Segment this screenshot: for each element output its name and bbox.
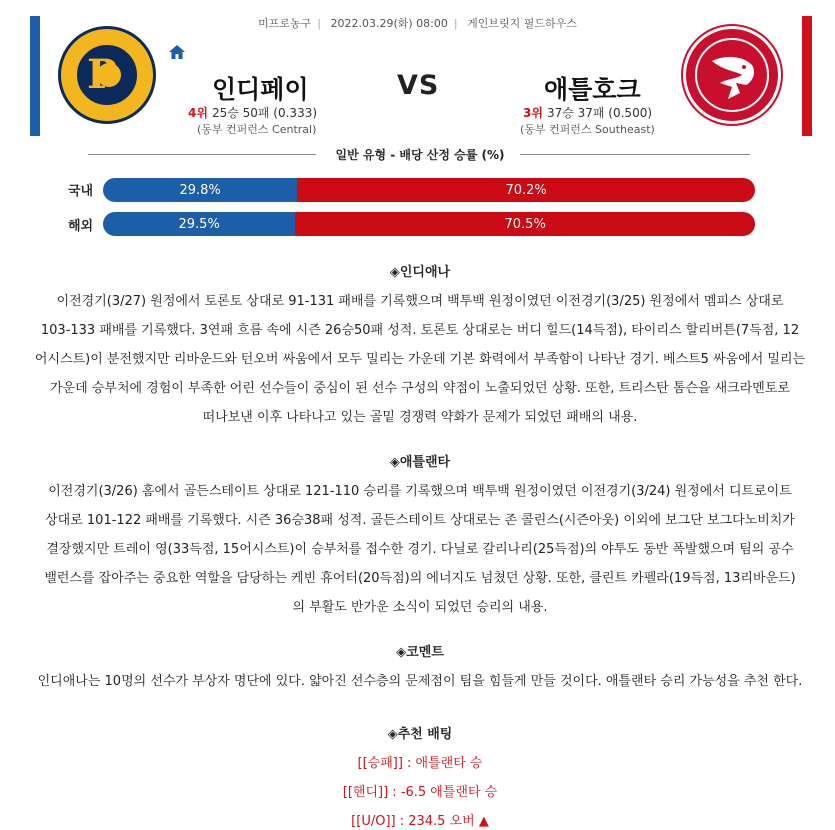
overseas-away-segment: 70.5% [295,212,755,236]
analysis-line: 결장했지만 트레이 영(33득점, 15어시스트)이 승부처를 접수한 경기. 다닐로 갈리나리(25득점)의 야투도 동반 폭발했으며 팀의 공수 [46,542,794,557]
hawks-logo-icon [683,26,781,124]
betting-section-title: 일반 유형 - 배당 산정 승률 (%) [335,148,505,162]
home-team-name: 인디페이 [212,75,309,104]
away-rank: 3위 [523,106,543,120]
indiana-heading: ◈인디애나 [389,265,451,280]
recommendation-heading: ◈추천 배팅 [387,727,453,742]
vs-label: VS [397,70,440,101]
analysis-line: 어시스트)이 분전했지만 리바운드와 턴오버 싸움에서 모두 밀리는 가운데 기본 화력에서 부족함이 나타난 경기. 베스트5 싸움에서 밀리는 [34,352,806,367]
overseas-home-segment: 29.5% [103,212,295,236]
analysis-line: 이전경기(3/26) 홈에서 골든스테이트 상대로 121-110 승리를 기록했으며 백투백 원정이였던 이전경기(3/24) 원정에서 디트로이트 [48,484,792,499]
section-divider-right [520,154,750,155]
home-rank: 4위 [188,106,208,120]
domestic-away-segment: 70.2% [297,178,755,202]
away-conference: (동부 컨퍼런스 Southeast) [520,123,655,136]
away-accent-bar [802,16,812,136]
domestic-probability-bar [103,178,755,202]
match-venue: 게인브릿지 필드하우스 [467,17,577,30]
match-meta: 미프로농구 | 2022.03.29(화) 08:00 | 게인브릿지 필드하우스 [0,15,835,31]
overseas-probability-bar [103,212,755,236]
atlanta-heading: ◈애틀랜타 [389,455,451,470]
section-divider-left [88,154,316,155]
pick-over-under: [[U/O]] : 234.5 오버 ▲ [351,814,489,829]
analysis-line: 이전경기(3/27) 원정에서 토론토 상대로 91-131 패배를 기록했으며 백투백 원정이였던 이전경기(3/25) 원정에서 멤피스 상대로 [56,294,784,309]
comment-heading: ◈코멘트 [396,645,444,660]
analysis-line: 상대로 101-122 패배를 기록했다. 시즌 36승38패 성적. 골든스테이트 상대로는 존 콜린스(시즌아웃) 이외에 보그단 보그다노비치가 [45,513,795,528]
home-conference: (동부 컨퍼런스 Central) [197,123,317,136]
pick-handicap: [[핸디]] : -6.5 애틀랜타 승 [342,785,498,800]
away-record-text: 37승 37패 (0.500) [546,106,653,120]
analysis-line: 의 부활도 반가운 소식이 되었던 승리의 내용. [292,600,548,615]
pick-moneyline: [[승패]] : 애틀랜타 승 [357,756,483,771]
home-record [188,104,317,121]
domestic-home-segment: 29.8% [103,178,297,202]
analysis-line: 떠나보낸 이후 나타나고 있는 골밑 경쟁력 약화가 문제가 되었던 패배의 내용. [202,410,638,425]
overseas-label: 해외 [68,219,94,234]
pacers-logo-icon: P [58,26,156,124]
league-label: 미프로농구 [258,17,312,30]
home-record-text: 25승 50패 (0.333) [211,106,318,120]
domestic-label: 국내 [68,184,94,199]
comment-section [20,638,820,696]
match-datetime: 2022.03.29(화) 08:00 [330,17,448,30]
away-record [523,104,652,121]
analysis-line: 가운데 승부처에 경험이 부족한 어린 선수들이 중심이 된 선수 구성의 약점이 노출되었던 상황. 또한, 트리스탄 톰슨을 새크라멘토로 [50,381,790,396]
home-icon [168,44,186,60]
away-team-name: 애틀호크 [544,75,641,104]
comment-line: 인디애나는 10명의 선수가 부상자 명단에 있다. 얇아진 선수층의 문제점이 팀을 힘들게 만들 것이다. 애틀랜타 승리 가능성을 추천 한다. [37,674,803,689]
home-accent-bar [30,16,40,136]
analysis-line: 103-133 패배를 기록했다. 3연패 흐름 속에 시즌 26승50패 성적. 토론토 상대로는 버디 힐드(14득점), 타이리스 할리버튼(7득점, 12 [40,323,800,338]
atlanta-analysis [20,448,820,622]
analysis-line: 밸런스를 잡아주는 중요한 역할을 담당하는 케빈 휴어터(20득점)의 에너지도 넘쳤던 상황. 또한, 클린트 카펠라(19득점, 13리바운드) [44,571,796,586]
recommendation-section [20,720,820,830]
indiana-analysis [20,258,820,432]
